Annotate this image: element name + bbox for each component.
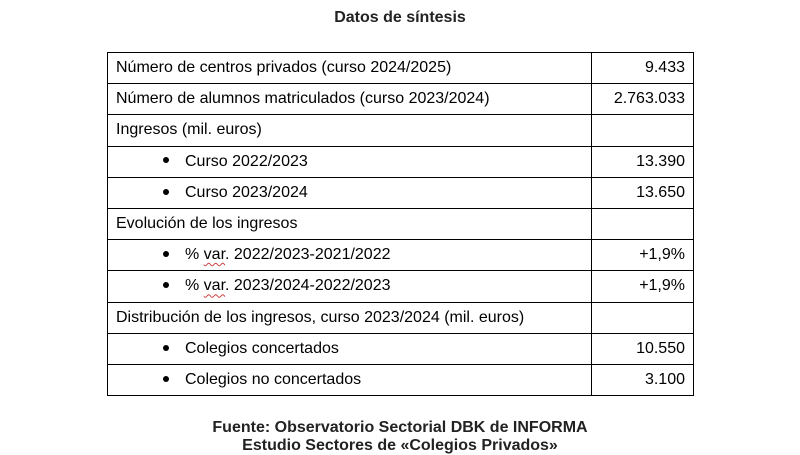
table-row <box>108 333 694 364</box>
row-label: Colegios no concertados <box>185 370 362 388</box>
row-value: 13.650 <box>592 177 694 208</box>
row-label-rest: . 2022/2023-2021/2022 <box>225 246 391 264</box>
source-caption-line2: Estudio Sectores de «Colegios Privados» <box>242 437 558 454</box>
table-row <box>108 177 694 208</box>
table-row <box>108 240 694 271</box>
row-label: Ingresos (mil. euros) <box>108 115 592 146</box>
summary-table <box>107 52 694 396</box>
page-title: Datos de síntesis <box>334 9 466 26</box>
spellcheck-word: var <box>203 277 226 295</box>
bullet-icon <box>163 282 169 288</box>
row-label-cell <box>108 333 592 364</box>
row-label: Evolución de los ingresos <box>108 208 592 239</box>
row-value: 13.390 <box>592 146 694 177</box>
bullet-icon <box>163 157 169 163</box>
bullet-icon <box>163 251 169 257</box>
row-value: 3.100 <box>592 364 694 395</box>
row-value: 10.550 <box>592 333 694 364</box>
table-row <box>108 146 694 177</box>
row-value: 9.433 <box>592 53 694 84</box>
table-row <box>108 84 694 115</box>
row-label-prefix: % <box>185 277 204 295</box>
bullet-icon <box>163 376 169 382</box>
row-label: Curso 2023/2024 <box>185 183 308 201</box>
table-row <box>108 208 694 239</box>
row-label: Número de alumnos matriculados (curso 2023/2024) <box>108 84 592 115</box>
bullet-icon <box>163 189 169 195</box>
row-label: Número de centros privados (curso 2024/2025) <box>108 53 592 84</box>
row-label-cell <box>108 177 592 208</box>
row-label-cell <box>108 240 592 271</box>
row-label-rest: . 2023/2024-2022/2023 <box>225 277 391 295</box>
table-row <box>108 53 694 84</box>
table-row <box>108 302 694 333</box>
row-label-cell <box>108 364 592 395</box>
row-value: +1,9% <box>592 240 694 271</box>
source-caption: Fuente: Observatorio Sectorial DBK de INFORMA <box>212 419 588 436</box>
row-label: Curso 2022/2023 <box>185 152 308 170</box>
row-label: Distribución de los ingresos, curso 2023/2024 (mil. euros) <box>108 302 592 333</box>
row-label-cell <box>108 271 592 302</box>
table-row <box>108 364 694 395</box>
row-value <box>592 115 694 146</box>
table-row <box>108 115 694 146</box>
row-label-prefix: % <box>185 246 204 264</box>
row-label: Colegios concertados <box>185 339 339 357</box>
row-value <box>592 208 694 239</box>
row-label-cell <box>108 146 592 177</box>
row-value <box>592 302 694 333</box>
bullet-icon <box>163 345 169 351</box>
row-value: 2.763.033 <box>592 84 694 115</box>
row-value: +1,9% <box>592 271 694 302</box>
spellcheck-word: var <box>203 246 226 264</box>
table-row <box>108 271 694 302</box>
